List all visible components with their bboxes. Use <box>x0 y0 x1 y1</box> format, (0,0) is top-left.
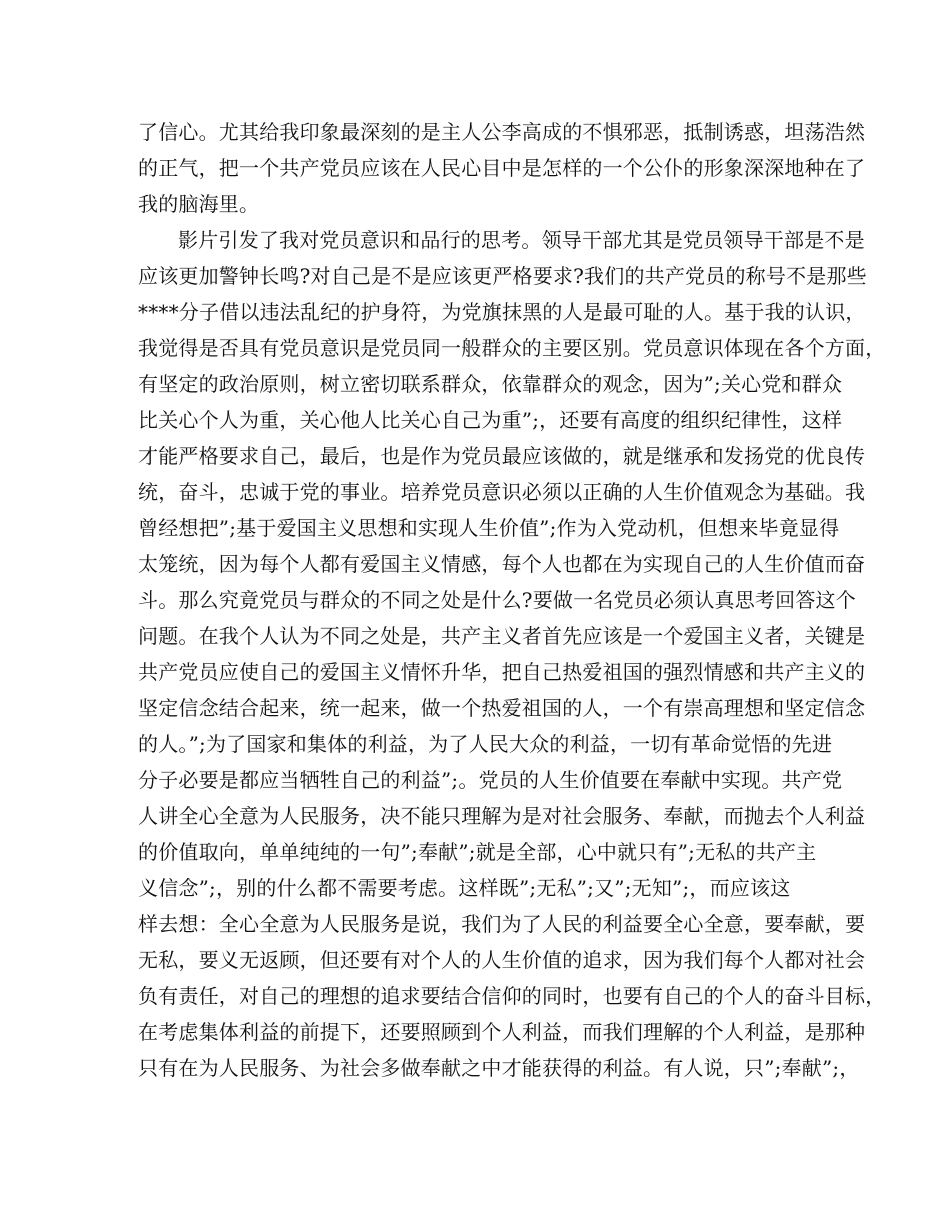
text-line: 义信念”;，别的什么都不需要考虑。这样既”;无私”;又”;无知”;，而应该这 <box>138 876 791 900</box>
text-line: 人讲全心全意为人民服务，决不能只理解为是对社会服务、奉献，而抛去个人利益 <box>138 804 866 828</box>
text-line: 只有在为人民服务、为社会多做奉献之中才能获得的利益。有人说，只”;奉献”;， <box>138 1056 860 1080</box>
text-line: 的人。”;为了国家和集体的利益，为了人民大众的利益，一切有革命觉悟的先进 <box>138 732 833 756</box>
text-line: 无私，要义无返顾，但还要有对个人的人生价值的追求，因为我们每个人都对社会 <box>138 948 866 972</box>
text-line: 的正气，把一个共产党员应该在人民心目中是怎样的一个公仆的形象深深地种在了 <box>138 156 866 180</box>
text-line: 分子必要是都应当牺牲自己的利益”;。党员的人生价值要在奉献中实现。共产党 <box>138 768 843 792</box>
text-line: 共产党员应使自己的爱国主义情怀升华，把自己热爱祖国的强烈情感和共产主义的 <box>138 660 866 684</box>
text-line: ****分子借以违法乱纪的护身符，为党旗抹黑的人是最可耻的人。基于我的认识， <box>138 300 866 324</box>
text-line: 坚定信念结合起来，统一起来，做一个热爱祖国的人，一个有崇高理想和坚定信念 <box>138 696 866 720</box>
text-line: 的价值取向，单单纯纯的一句”;奉献”;就是全部，心中就只有”;无私的共产主 <box>138 840 817 864</box>
text-line: 样去想：全心全意为人民服务是说，我们为了人民的利益要全心全意，要奉献，要 <box>138 912 866 936</box>
text-line: 影片引发了我对党员意识和品行的思考。领导干部尤其是党员领导干部是不是 <box>178 228 865 252</box>
text-line: 统，奋斗，忠诚于党的事业。培养党员意识必须以正确的人生价值观念为基础。我 <box>138 480 866 504</box>
text-line: 我的脑海里。 <box>138 192 260 216</box>
text-line: 比关心个人为重，关心他人比关心自己为重”;，还要有高度的组织纪律性，这样 <box>138 408 843 432</box>
text-line: 在考虑集体利益的前提下，还要照顾到个人利益，而我们理解的个人利益，是那种 <box>138 1020 866 1044</box>
text-line: 斗。那么究竟党员与群众的不同之处是什么?要做一名党员必须认真思考回答这个 <box>138 588 856 612</box>
text-line: 才能严格要求自己，最后，也是作为党员最应该做的，就是继承和发扬党的优良传 <box>138 444 866 468</box>
text-line: 应该更加警钟长鸣?对自己是不是应该更严格要求?我们的共产党员的称号不是那些 <box>138 264 867 288</box>
document-body <box>138 114 886 1086</box>
paragraph-2 <box>138 222 886 1086</box>
text-line: 问题。在我个人认为不同之处是，共产主义者首先应该是一个爱国主义者，关键是 <box>138 624 866 648</box>
paragraph-1 <box>138 114 866 222</box>
text-line: 太笼统，因为每个人都有爱国主义情感，每个人也都在为实现自己的人生价值而奋 <box>138 552 866 576</box>
text-line: 曾经想把”;基于爱国主义思想和实现人生价值”;作为入党动机，但想来毕竟显得 <box>138 516 840 540</box>
text-line: 有坚定的政治原则，树立密切联系群众，依靠群众的观念，因为”;关心党和群众 <box>138 372 843 396</box>
text-line: 了信心。尤其给我印象最深刻的是主人公李高成的不惧邪恶，抵制诱惑，坦荡浩然 <box>138 120 866 144</box>
text-line: 负有责任，对自己的理想的追求要结合信仰的同时，也要有自己的个人的奋斗目标， <box>138 984 886 1008</box>
text-line: 我觉得是否具有党员意识是党员同一般群众的主要区别。党员意识体现在各个方面， <box>138 336 886 360</box>
